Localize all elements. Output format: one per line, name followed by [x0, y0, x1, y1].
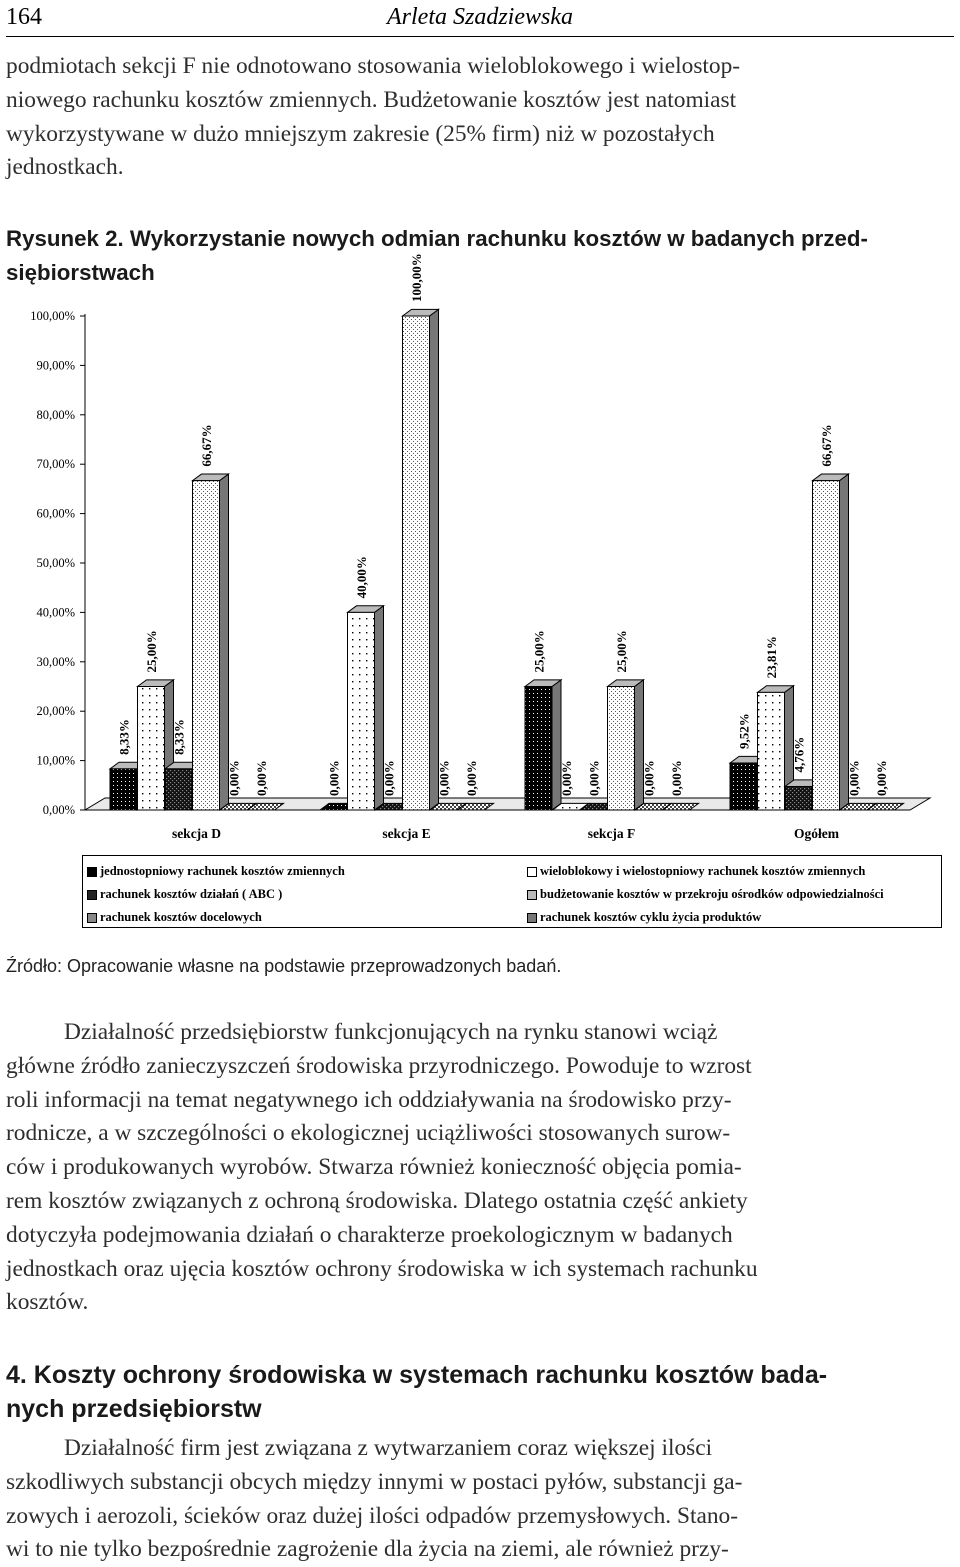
legend-item [87, 864, 345, 879]
text-line: dotyczyła podejmowania działań o charakterze proekologicznym w badanych [6, 1221, 733, 1248]
y-tick-label: 60,00% [36, 506, 75, 521]
bar [525, 687, 552, 811]
section-heading-line: nych przedsiębiorstw [6, 1395, 262, 1423]
bar [138, 687, 165, 811]
chart-legend [82, 855, 942, 928]
legend-label: rachunek kosztów działań ( ABC ) [100, 887, 283, 901]
text-line: wi to nie tylko bezpośrednie zagrożenie dla życia na ziemi, ale również przy- [6, 1536, 729, 1563]
legend-label: rachunek kosztów docelowych [100, 910, 262, 924]
legend-item [527, 864, 865, 879]
bar-value-label: 0,00% [464, 760, 479, 796]
bar [785, 786, 812, 810]
text-line: główne źródło zanieczyszczeń środowiska przyrodniczego. Powoduje to wzrost [6, 1052, 752, 1079]
bar-value-label: 0,00% [436, 760, 452, 796]
bar [758, 692, 785, 810]
legend-label: budżetowanie kosztów w przekroju ośrodków odpowiedzialności [540, 887, 884, 901]
bar-side [840, 474, 849, 810]
text-line: jednostkach oraz ujęcia kosztów ochrony środowiska w ich systemach rachunku [6, 1255, 758, 1282]
legend-swatch [87, 890, 97, 900]
section-heading [6, 1358, 946, 1426]
bar-value-label: 25,00% [144, 630, 159, 673]
bar-value-label: 0,00% [559, 760, 574, 796]
bar-value-label: 0,00% [846, 760, 862, 796]
figure-source: Źródło: Opracowanie własne na podstawie przeprowadzonych badań. [6, 956, 562, 976]
bar-value-label: 0,00% [586, 760, 602, 796]
body-paragraph [6, 1016, 952, 1320]
text-line: Działalność firm jest związana z wytwarzaniem coraz większej ilości [64, 1435, 713, 1461]
bar [730, 763, 757, 810]
text-line: zowych i aerozoli, ścieków oraz dużej ilości odpadów przemysłowych. Stano- [6, 1502, 739, 1529]
bar-value-label: 8,33% [116, 719, 132, 755]
bar-value-label: 23,81% [764, 636, 779, 679]
y-tick-label: 80,00% [36, 407, 75, 422]
category-label: Ogółem [794, 826, 839, 841]
bar [110, 769, 137, 810]
section-heading-line: 4. Koszty ochrony środowiska w systemach rachunku kosztów bada- [6, 1361, 828, 1389]
figure-title-line: siębiorstwach [6, 260, 155, 285]
legend-label: wieloblokowy i wielostopniowy rachunek kosztów zmiennych [540, 864, 866, 878]
y-tick-label: 40,00% [36, 605, 75, 620]
figure-title-line: Rysunek 2. Wykorzystanie nowych odmian rachunku kosztów w badanych przed- [6, 226, 868, 251]
text-line: ców i produkowanych wyrobów. Stwarza również konieczność objęcia pomia- [6, 1154, 742, 1181]
bar-value-label: 0,00% [641, 760, 657, 796]
text-line: rem kosztów związanych z ochroną środowiska. Dlatego ostatnia część ankiety [6, 1187, 748, 1214]
bar-side [220, 474, 229, 810]
legend-swatch [527, 890, 537, 900]
legend-item [527, 910, 761, 925]
bar [608, 687, 635, 811]
text-line: jednostkach. [6, 154, 124, 181]
y-tick-label: 0,00% [42, 803, 75, 817]
bar-value-label: 0,00% [381, 760, 397, 796]
y-tick-label: 30,00% [36, 654, 75, 669]
text-line: niowego rachunku kosztów zmiennych. Budżetowanie kosztów jest natomiast [6, 86, 737, 113]
text-line: podmiotach sekcji F nie odnotowano stosowania wieloblokowego i wielostop- [6, 53, 741, 79]
y-tick-label: 10,00% [36, 753, 75, 768]
running-head: Arleta Szadziewska [387, 4, 573, 30]
y-tick-label: 70,00% [36, 457, 75, 472]
bar-value-label: 0,00% [326, 760, 342, 796]
y-tick-label: 20,00% [36, 704, 75, 719]
text-line: Działalność przedsiębiorstw funkcjonujących na rynku stanowi wciąż [64, 1019, 718, 1045]
bar-value-label: 0,00% [226, 760, 242, 796]
bar-value-label: 66,67% [199, 424, 214, 467]
legend-item [527, 887, 884, 902]
category-label: sekcja F [587, 826, 636, 841]
legend-swatch [87, 867, 97, 877]
bar-side [430, 309, 439, 810]
bar [813, 481, 840, 810]
bar-value-label: 0,00% [874, 760, 889, 796]
category-label: sekcja E [382, 826, 431, 841]
y-tick-label: 50,00% [36, 556, 75, 570]
legend-swatch [527, 913, 537, 923]
bar-value-label: 100,00% [409, 253, 424, 302]
bar-value-label: 66,67% [819, 424, 834, 467]
bar [193, 481, 220, 810]
text-line: rodnicze, a w szczególności o ekologicznej uciążliwości stosowanych surow- [6, 1120, 731, 1147]
page-header [6, 4, 954, 37]
category-label: sekcja D [171, 826, 222, 841]
bar-value-label: 25,00% [614, 630, 629, 673]
bar [403, 316, 430, 810]
body-paragraph [6, 1432, 952, 1567]
bar-value-label: 9,52% [736, 713, 752, 749]
text-line: wykorzystywane w dużo mniejszym zakresie (25% firm) niż w pozostałych [6, 120, 715, 147]
text-line: szkodliwych substancji obcych między innymi w postaci pyłów, substancji ga- [6, 1468, 743, 1495]
bar [348, 612, 375, 810]
y-tick-label: 100,00% [30, 309, 75, 323]
intro-paragraph [6, 50, 952, 185]
bar [165, 769, 192, 810]
bar-value-label: 8,33% [171, 719, 187, 755]
bar-value-label: 0,00% [669, 760, 684, 796]
legend-label: rachunek kosztów cyklu życia produktów [540, 910, 762, 924]
text-line: roli informacji na temat negatywnego ich oddziaływania na środowisko przy- [6, 1086, 732, 1113]
bar-value-label: 4,76% [791, 736, 807, 773]
legend-item [87, 887, 282, 902]
legend-swatch [87, 913, 97, 923]
bar-value-label: 0,00% [254, 760, 269, 796]
page-number: 164 [6, 4, 42, 30]
text-line: kosztów. [6, 1289, 89, 1316]
legend-label: jednostopniowy rachunek kosztów zmiennych [100, 864, 345, 878]
legend-item [87, 910, 262, 925]
y-tick-label: 90,00% [36, 358, 75, 373]
legend-swatch [527, 867, 537, 877]
bar-value-label: 40,00% [354, 556, 369, 599]
bar-value-label: 25,00% [531, 630, 547, 673]
